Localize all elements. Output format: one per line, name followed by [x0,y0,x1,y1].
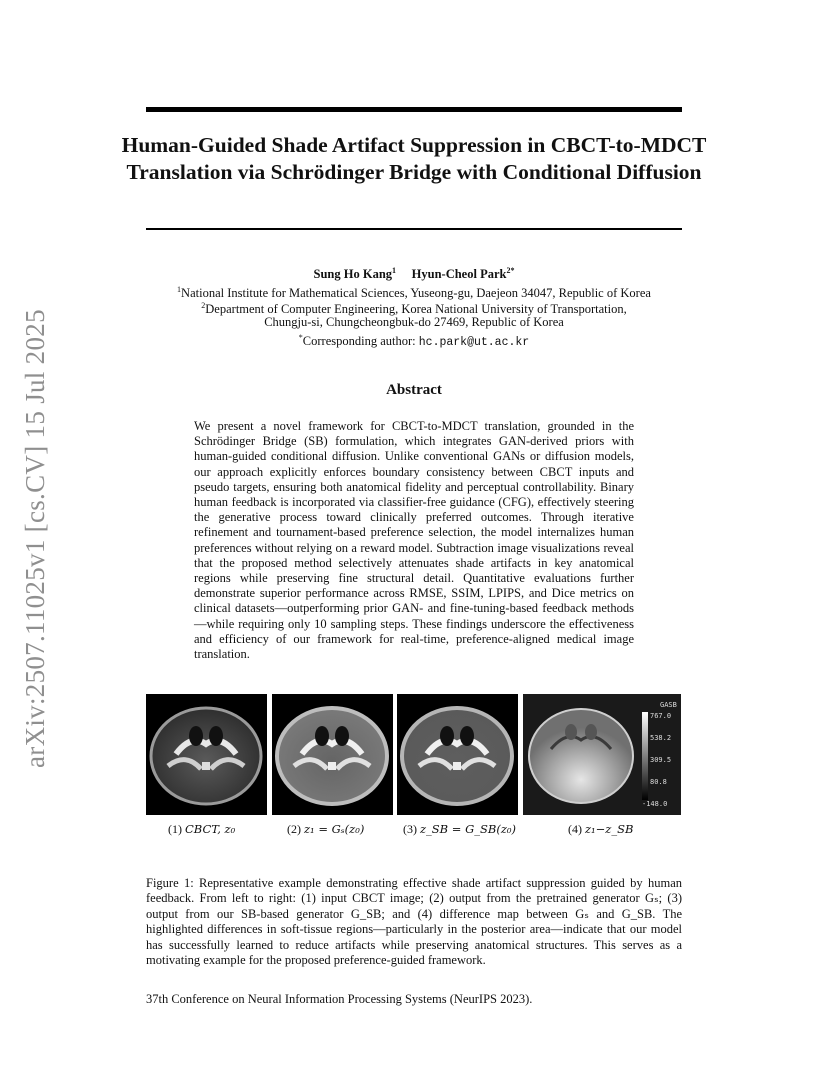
author-mark: 2* [506,266,515,275]
author-name: Sung Ho Kang [313,267,393,282]
figure-caption: Figure 1: Representative example demonstrating effective shade artifact suppression guided by human feedback. From left to right: (1) input CBCT image; (2) output from the pretrained generator Gₛ; (3) output from our SB-based generator G_SB; and (4) difference map between Gₛ and G_SB. The highlighted differences in soft-tissue regions—particularly in the posterior area—indicate that our model has successfully learned to reduce artifacts while preserving anatomical structures. This serves as a motivating example for the proposed preference-guided framework. [146,876,682,968]
author-name: Hyun-Cheol Park [411,267,507,282]
panel-math: z₁−z_SB [585,822,634,836]
colorbar-unit: GASB [660,701,677,709]
title-rule-top [146,107,682,112]
ct-scan-image [146,694,267,815]
panel-label-3 [403,822,516,837]
affiliation-mark: 1 [177,285,182,294]
affiliation-text: National Institute for Mathematical Sciences, Yuseong-gu, Daejeon 34047, Republic of Korea [181,286,651,301]
ct-scan-image [397,694,518,815]
affiliation-mark: 2 [201,301,206,310]
panel-label-1 [168,822,235,837]
conference-footer: 37th Conference on Neural Information Processing Systems (NeurIPS 2023). [146,992,533,1006]
panel-math: CBCT, z₀ [185,822,236,836]
paper-title: Human-Guided Shade Artifact Suppression in CBCT-to-MDCT Translation via Schrödinger Bridge with Conditional Diffusion [121,133,707,184]
corresponding-mark: * [298,333,303,342]
colorbar [642,712,648,800]
corresponding-email[interactable]: hc.park@ut.ac.kr [418,336,530,350]
figure-panel-gs [272,694,393,815]
corresponding-label: Corresponding author: [302,334,419,349]
panel-math: z_SB = G_SB(z₀) [420,822,516,836]
affiliation-text: Chungju-si, Chungcheongbuk-do 27469, Republic of Korea [264,315,564,329]
panel-label-2 [287,822,364,837]
figure-panel-difference [523,694,681,815]
figure-panel-gsb [397,694,518,815]
affiliation-text: Department of Computer Engineering, Korea National University of Transportation, [205,302,627,317]
panel-number: (2) [287,822,304,836]
colorbar-tick: 767.0 [650,712,672,720]
panel-number: (3) [403,822,420,836]
colorbar-tick: -148.0 [642,800,668,808]
figure-panel-cbct [146,694,267,815]
ct-scan-image [272,694,393,815]
colorbar-tick: 309.5 [650,756,672,764]
panel-number: (4) [568,822,585,836]
author-list [120,266,708,282]
author-mark: 1 [392,266,397,275]
panel-number: (1) [168,822,185,836]
abstract-heading: Abstract [386,382,442,398]
colorbar-tick: 538.2 [650,734,672,742]
panel-math: z₁ = Gₛ(z₀) [304,822,365,836]
difference-map-image [523,694,681,815]
corresponding-author [120,330,708,351]
affiliation-2-cont [120,314,708,330]
title-rule-bottom [146,228,682,230]
panel-label-4 [568,822,633,837]
abstract-body: We present a novel framework for CBCT-to-MDCT translation, grounded in the Schrödinger Bridge (SB) formulation, which integrates GAN-derived priors with human-guided conditional diffusion. Unlike conventional GANs or diffusion models, our approach explicitly enforces boundary consistency between CBCT inputs and pseudo targets, ensuring both anatomical fidelity and perceptual controllability. Binary human feedback is incorporated via classifier-free guidance (CFG), effectively steering the generative process toward clinically preferred outcomes. Through iterative refinement and tournament-based preference selection, the model internalizes human preferences without relying on a reward model. Subtraction image visualizations reveal that the proposed method selectively attenuates shade artifacts in key anatomical regions while preserving fine structural detail. Quantitative evaluations further demonstrate superior performance across RMSE, SSIM, LPIPS, and Dice metrics on clinical datasets—outperforming prior GAN- and fine-tuning-based feedback methods—while requiring only 10 sampling steps. These findings underscore the effectiveness and efficiency of our framework for real-time, preference-aligned medical image translation. [194,419,634,662]
colorbar-tick: 80.8 [650,778,667,786]
arxiv-sidebar-id: arXiv:2507.11025v1 [cs.CV] 15 Jul 2025 [20,309,50,768]
